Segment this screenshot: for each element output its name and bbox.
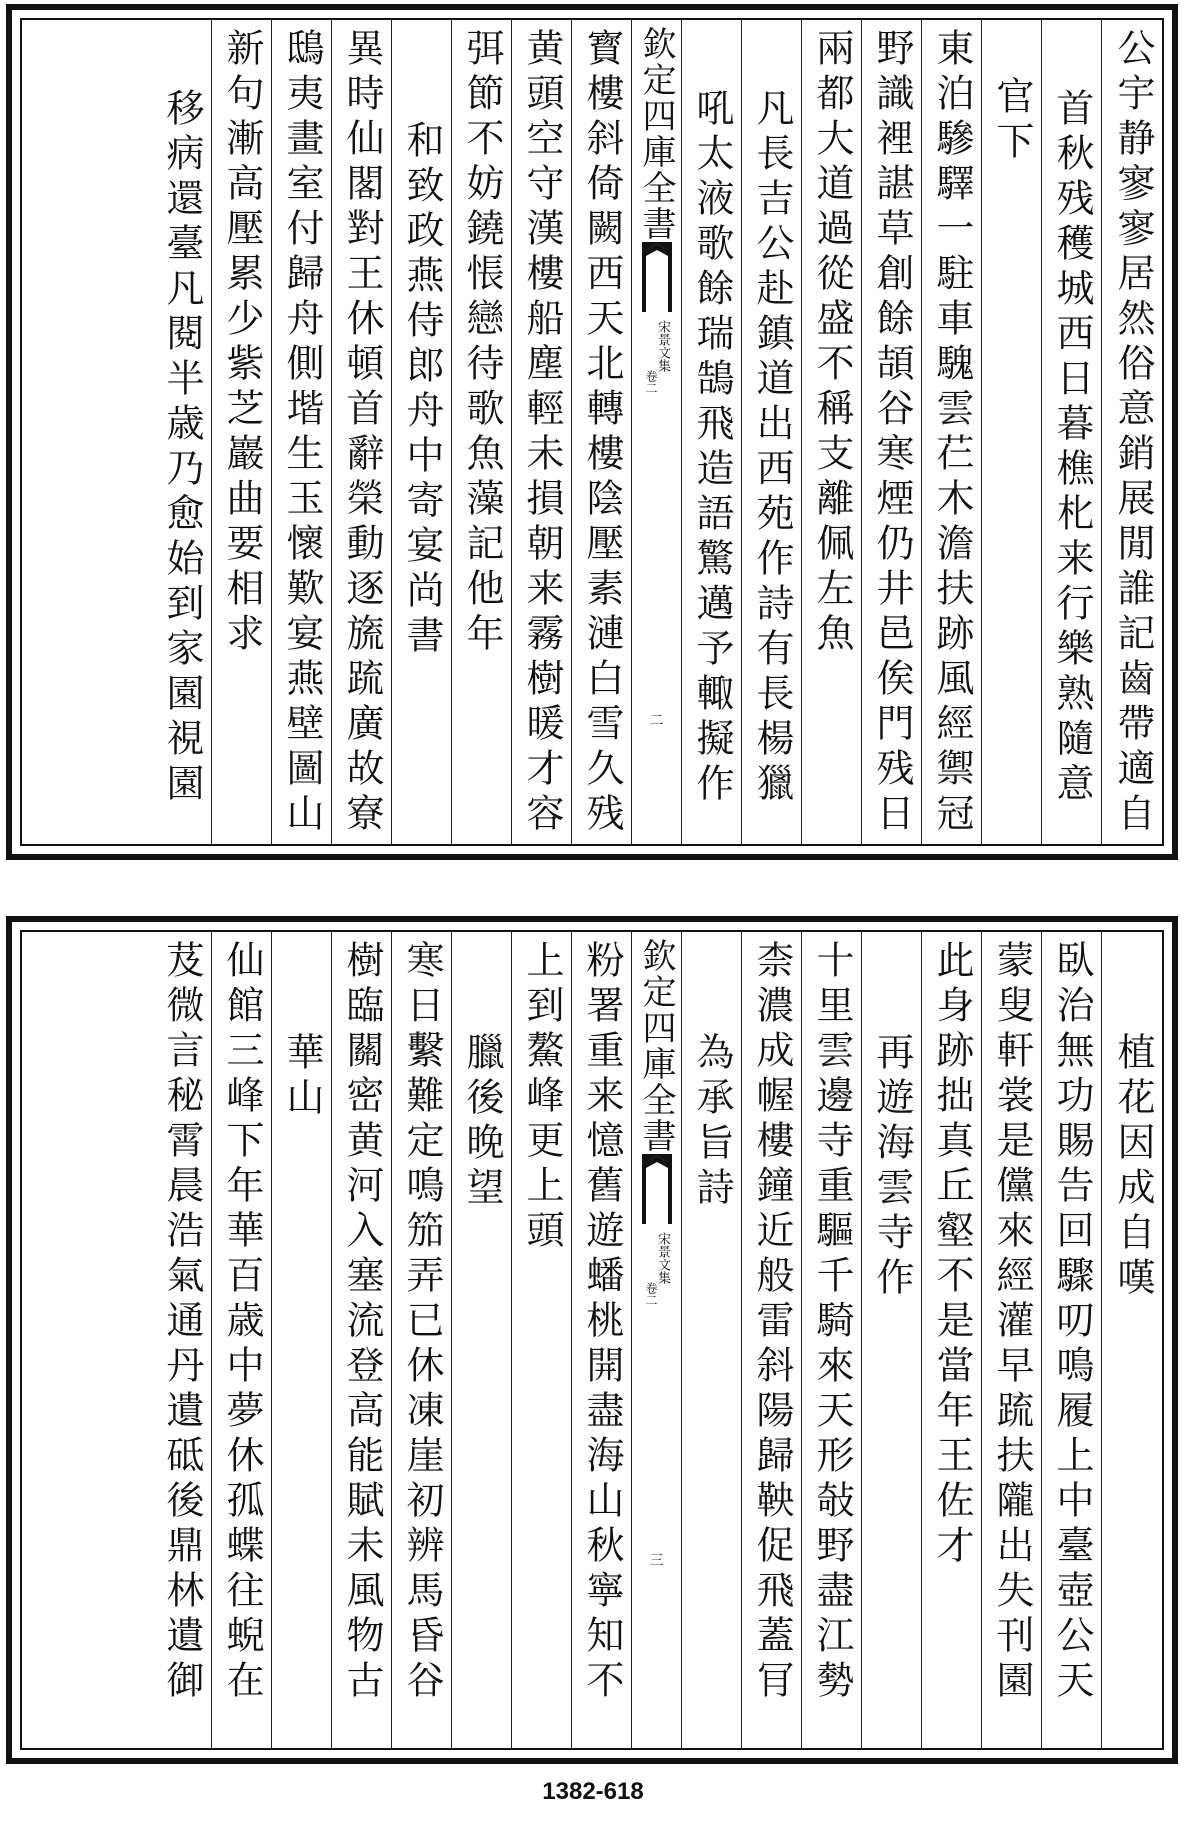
column-text: 公宇静寥寥居然俗意銷展閒誰記齒帶適自 xyxy=(1111,28,1155,838)
fold-title: 欽定四庫全書 xyxy=(636,938,676,1154)
center-fold-column xyxy=(632,20,682,844)
column-text: 新句漸高壓累少紫芝巖曲要相求 xyxy=(220,28,264,658)
text-column xyxy=(982,20,1042,844)
center-fold-column xyxy=(632,932,682,1748)
column-text: 鴟夷畫室付歸舟側堦生玉懷歎宴燕壁圖山 xyxy=(280,28,324,838)
column-text: 蒙叟軒裳是儻來經灌早䟽扶隴出失刊園 xyxy=(990,940,1034,1705)
fish-tail-ornament-icon xyxy=(640,242,674,312)
fold-title: 欽定四庫全書 xyxy=(636,26,676,242)
column-text: 此身跡拙真丘壑不是當年王佐才 xyxy=(930,940,974,1570)
poem-title: 為承旨詩 xyxy=(690,1032,734,1212)
text-column xyxy=(212,20,272,844)
text-column xyxy=(392,932,452,1748)
poem-title: 臘後晚望 xyxy=(460,1032,504,1212)
text-column xyxy=(862,20,922,844)
column-text: 上到鰲峰更上頭 xyxy=(520,940,564,1255)
bottom-page-frame xyxy=(20,930,1164,1750)
fold-volume: 卷二 xyxy=(644,1282,658,1306)
text-column xyxy=(272,932,332,1748)
page-footer-number: 1382-618 xyxy=(542,1778,644,1805)
top-page-columns xyxy=(22,20,1162,844)
column-text: 臥治無功賜告回驟叨鳴履上中臺壺公天 xyxy=(1050,940,1094,1705)
text-column xyxy=(572,20,632,844)
text-column xyxy=(152,20,212,844)
column-text: 樹臨關密黄河入塞流登高能賦未風物古 xyxy=(340,940,384,1705)
fold-book-title: 宋景文集 xyxy=(655,1232,670,1284)
column-text: 粉署重来憶舊遊蟠桃開盡海山秋寧知不 xyxy=(580,940,624,1705)
column-text: 弭節不妨鐃悵戀待歌魚藻記他年 xyxy=(460,28,504,658)
column-text: 移病還臺凡閱半歳乃愈始到家園視園 xyxy=(160,88,204,808)
poem-title: 植花因成自嘆 xyxy=(1111,1032,1155,1302)
fold-volume: 卷二 xyxy=(644,370,658,394)
fold-page-number: 三 xyxy=(649,1553,664,1569)
text-column xyxy=(272,20,332,844)
text-column xyxy=(452,932,512,1748)
poem-title: 華山 xyxy=(280,1032,324,1122)
column-text: 黄頭空守漢樓船塵輕未損朝来霧樹暖才容 xyxy=(520,28,564,838)
text-column xyxy=(742,932,802,1748)
bottom-page xyxy=(6,916,1178,1764)
column-text: 首秋残穫城西日暮樵朼来行樂熟隨意 xyxy=(1050,88,1094,808)
text-column xyxy=(512,20,572,844)
text-column xyxy=(1042,20,1102,844)
text-column xyxy=(512,932,572,1748)
text-column xyxy=(212,932,272,1748)
text-column xyxy=(152,932,212,1748)
column-text: 兩都大道過從盛不稱支離佩左魚 xyxy=(810,28,854,658)
column-text: 仙館三峰下年華百歳中夢休孤蝶往蜺在 xyxy=(220,940,264,1705)
text-column xyxy=(452,20,512,844)
poem-title: 和致政燕侍郎舟中寄宴尚書 xyxy=(400,120,444,660)
text-column xyxy=(862,932,922,1748)
column-text: 東泊驂驛一駐車騩雲芢木澹扶跡風經禦冠 xyxy=(930,28,974,838)
column-text: 柰濃成幄樓鐘近般雷斜陽歸鞅促飛蓋肎 xyxy=(750,940,794,1705)
text-column xyxy=(332,20,392,844)
text-column xyxy=(1102,20,1162,844)
poem-title: 官下 xyxy=(990,76,1034,166)
text-column xyxy=(922,932,982,1748)
column-text: 寳樓斜倚闕西天北轉樓陰壓素漣白雪久残 xyxy=(580,28,624,838)
text-column xyxy=(1042,932,1102,1748)
text-column xyxy=(682,932,742,1748)
poem-title: 再遊海雲寺作 xyxy=(870,1032,914,1302)
text-column xyxy=(742,20,802,844)
text-column xyxy=(802,932,862,1748)
column-text: 異時仙閣對王休頓首辭榮動逐旒䟽廣故寮 xyxy=(340,28,384,838)
column-text: 吼太液歌餘瑞鵠飛造語驚邁予輙擬作 xyxy=(690,88,734,808)
fish-tail-ornament-icon xyxy=(640,1154,674,1224)
text-column xyxy=(802,20,862,844)
top-page xyxy=(6,4,1178,860)
fold-book-title: 宋景文集 xyxy=(655,320,670,372)
column-text: 凡長吉公赴鎮道出西苑作詩有長楊獵 xyxy=(750,88,794,808)
column-text: 十里雲邊寺重驅千騎來天形敧野盡江勢 xyxy=(810,940,854,1705)
text-column xyxy=(392,20,452,844)
text-column xyxy=(922,20,982,844)
column-text: 芨微言秘霄晨浩氣通丹遺砥後鼎林遺御 xyxy=(160,940,204,1705)
text-column xyxy=(1102,932,1162,1748)
text-column xyxy=(682,20,742,844)
column-text: 野識裡諶草創餘頡谷寒煙仍井邑俟門残日 xyxy=(870,28,914,838)
text-column xyxy=(982,932,1042,1748)
column-text: 寒日繫難定鳴笳弄已休凍崖初辨馬昏谷 xyxy=(400,940,444,1705)
bottom-page-columns xyxy=(22,932,1162,1748)
text-column xyxy=(572,932,632,1748)
top-page-frame xyxy=(20,18,1164,846)
text-column xyxy=(332,932,392,1748)
fold-page-number: 二 xyxy=(649,713,664,729)
